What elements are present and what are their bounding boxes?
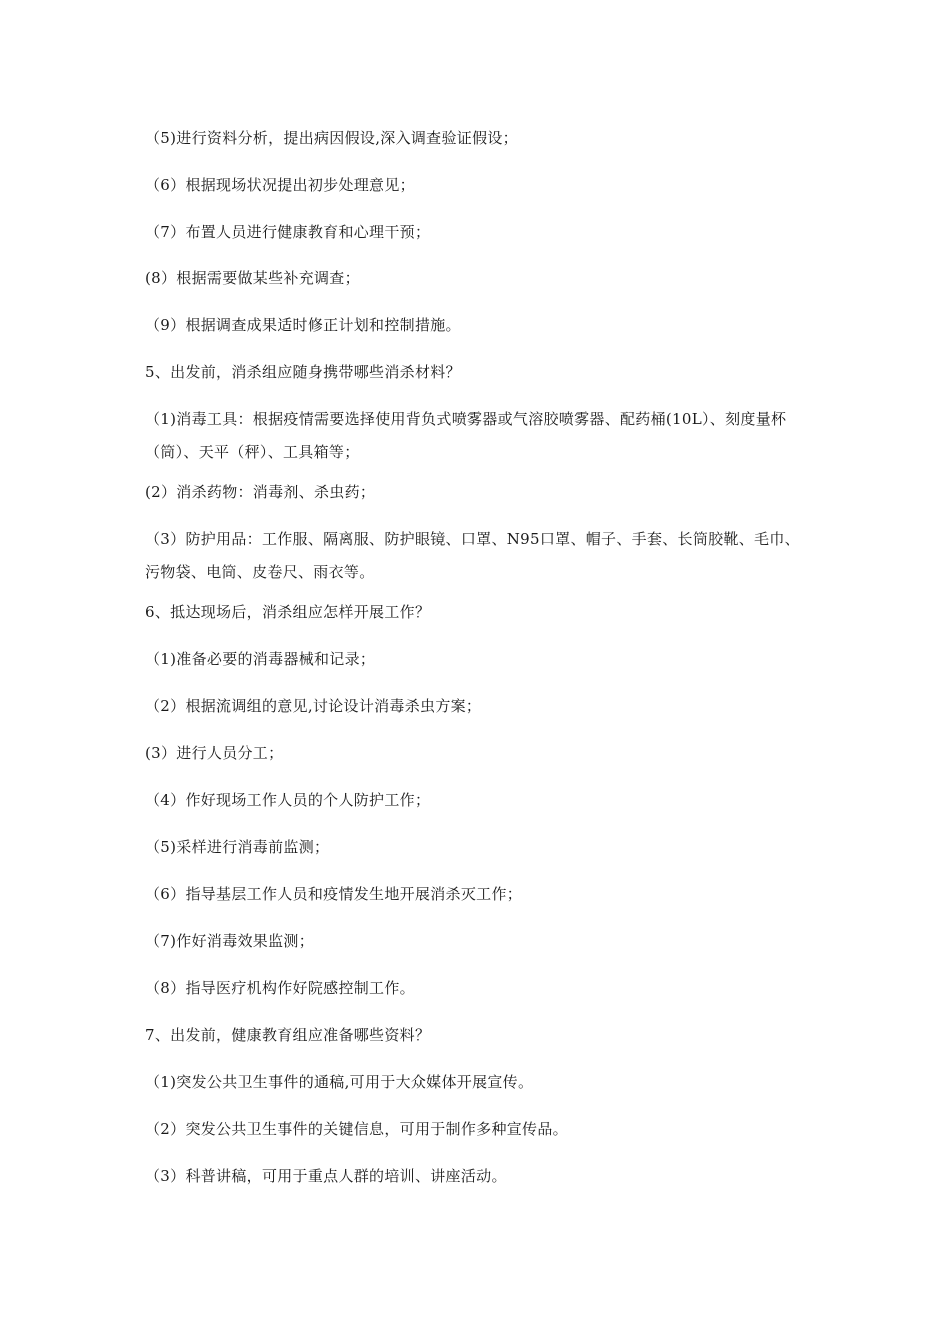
q6-item-8: （8）指导医疗机构作好院感控制工作。 bbox=[145, 979, 415, 997]
question-5-heading: 5、出发前，消杀组应随身携带哪些消杀材料？ bbox=[145, 363, 461, 381]
question-7-heading: 7、出发前，健康教育组应准备哪些资料？ bbox=[145, 1026, 431, 1044]
q6-item-6: （6）指导基层工作人员和疫情发生地开展消杀灭工作； bbox=[145, 885, 523, 903]
q6-item-5: （5)采样进行消毒前监测； bbox=[145, 838, 330, 856]
q6-item-3: (3）进行人员分工； bbox=[145, 744, 284, 762]
item-6-preliminary-opinion: （6）根据现场状况提出初步处理意见； bbox=[145, 176, 415, 194]
item-8-supplementary-survey: (8）根据需要做某些补充调查； bbox=[145, 269, 360, 287]
item-7-health-education: （7）布置人员进行健康教育和心理干预； bbox=[145, 223, 431, 241]
q7-item-1: （1)突发公共卫生事件的通稿,可用于大众媒体开展宣传。 bbox=[145, 1073, 534, 1091]
q5-item-1-tools: （1)消毒工具：根据疫情需要选择使用背负式喷雾器或气溶胶喷雾器、配药桶(10L）、刻度量杯（筒）、天平（秤）、工具箱等； bbox=[145, 410, 787, 461]
q6-item-2: （2）根据流调组的意见,讨论设计消毒杀虫方案； bbox=[145, 697, 482, 715]
q7-item-2: （2）突发公共卫生事件的关键信息，可用于制作多种宣传品。 bbox=[145, 1120, 568, 1138]
q6-item-1: （1)准备必要的消毒器械和记录； bbox=[145, 650, 376, 668]
q6-item-4: （4）作好现场工作人员的个人防护工作； bbox=[145, 791, 431, 809]
item-9-revise-plan: （9）根据调查成果适时修正计划和控制措施。 bbox=[145, 316, 461, 334]
item-5-analysis: （5)进行资料分析，提出病因假设,深入调查验证假设； bbox=[145, 129, 518, 147]
question-6-heading: 6、抵达现场后，消杀组应怎样开展工作？ bbox=[145, 603, 431, 621]
q6-item-7: （7)作好消毒效果监测； bbox=[145, 932, 314, 950]
q5-item-2-chemicals: (2）消杀药物：消毒剂、杀虫药； bbox=[145, 483, 376, 501]
q5-item-3-protective-gear: （3）防护用品：工作服、隔离服、防护眼镜、口罩、N95口罩、帽子、手套、长筒胶靴、毛巾、污物袋、电筒、皮卷尺、雨衣等。 bbox=[145, 530, 800, 581]
q7-item-3: （3）科普讲稿，可用于重点人群的培训、讲座活动。 bbox=[145, 1167, 507, 1185]
